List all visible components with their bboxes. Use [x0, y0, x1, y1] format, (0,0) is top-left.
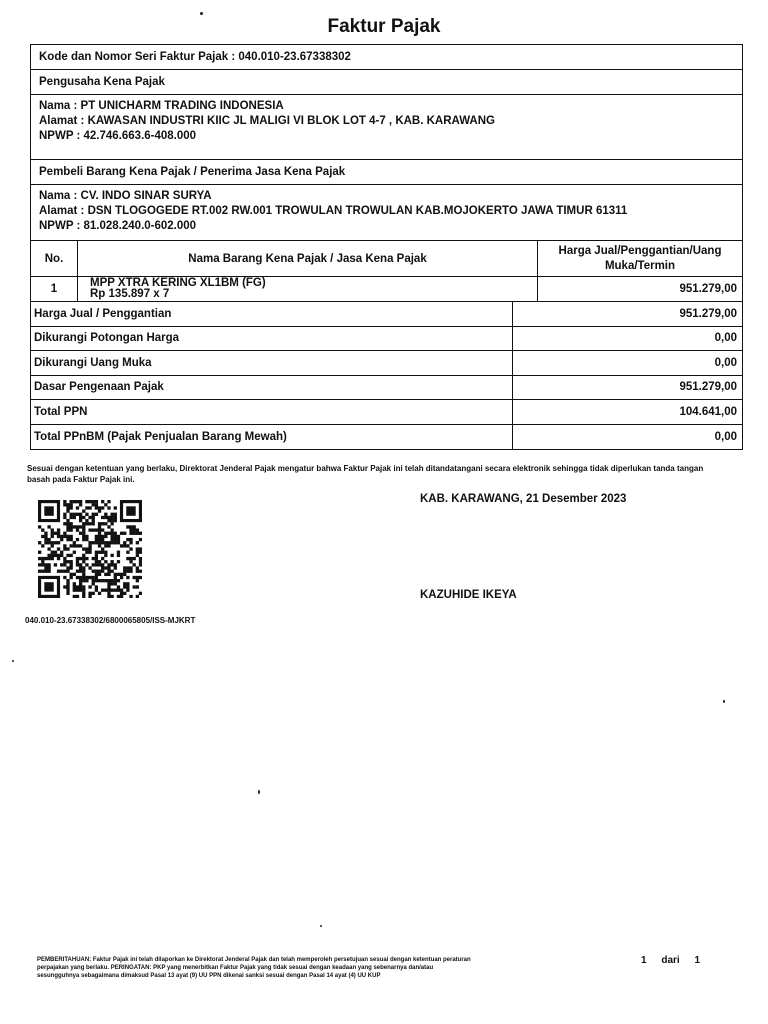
item-no: 1 — [31, 277, 78, 301]
buyer-name: Nama : CV. INDO SINAR SURYA — [39, 190, 212, 202]
seller-name: Nama : PT UNICHARM TRADING INDONESIA — [39, 100, 284, 112]
page-indicator — [641, 955, 712, 966]
summary-label: Total PPN — [34, 405, 88, 418]
item-detail: Rp 135.897 x 7 — [90, 288, 170, 300]
summary-value: 951.279,00 — [512, 302, 742, 326]
invoice-box — [30, 44, 743, 450]
summary-label: Dikurangi Potongan Harga — [34, 332, 180, 345]
seller-details — [31, 95, 742, 160]
summary-value: 0,00 — [512, 351, 742, 375]
qr-code-icon — [38, 500, 142, 598]
page-word: dari — [661, 955, 680, 966]
page-total: 1 — [694, 955, 701, 966]
summary-label: Dikurangi Uang Muka — [34, 356, 152, 369]
table-row — [31, 277, 742, 302]
footer-notice: PEMBERITAHUAN: Faktur Pajak ini telah dilaporkan ke Direktorat Jenderal Pajak dan telah memperoleh persetujuan sesuai dengan ketentuan peraturan perpajakan yang berlaku. PERINGATAN: PKP yang menerbitkan Faktur Pajak yang tidak sesuai dengan keadaan yang sebenarnya dan/atau sesungguhnya sebagaimana dimaksud Pasal 13 ayat (9) UU PPN dikenai sanksi sesuai dengan Pasal 14 ayat (4) UU KUP — [37, 957, 471, 979]
signer-name: KAZUHIDE IKEYA — [420, 589, 517, 601]
summary-value: 951.279,00 — [512, 376, 742, 400]
invoice-number-row: Kode dan Nomor Seri Faktur Pajak : 040.010-23.67338302 — [31, 45, 742, 70]
table-header — [31, 241, 742, 277]
scan-speck — [200, 12, 203, 15]
buyer-section-label: Pembeli Barang Kena Pajak / Penerima Jasa Kena Pajak — [31, 160, 742, 185]
col-name-header: Nama Barang Kena Pajak / Jasa Kena Pajak — [78, 241, 538, 276]
scan-speck — [723, 700, 725, 703]
summary-row — [31, 351, 742, 376]
summary-row — [31, 327, 742, 352]
summary-row — [31, 302, 742, 327]
buyer-details — [31, 185, 742, 241]
electronic-signature-note: Sesuai dengan ketentuan yang berlaku, Direktorat Jenderal Pajak mengatur bahwa Faktur Pajak ini telah ditandatangani secara elektronik sehingga tidak diperlukan tanda tangan basah pada Faktur Pajak ini. — [27, 464, 704, 484]
item-name: MPP XTRA KERING XL1BM (FG) — [90, 277, 266, 289]
summary-value: 104.641,00 — [512, 400, 742, 424]
col-no-header: No. — [31, 241, 78, 276]
seller-section-label: Pengusaha Kena Pajak — [31, 70, 742, 95]
document-title: Faktur Pajak — [327, 16, 441, 37]
scan-speck — [12, 660, 14, 662]
summary-label: Harga Jual / Penggantian — [34, 307, 172, 320]
summary-row — [31, 400, 742, 425]
scan-speck — [258, 790, 260, 794]
scan-speck — [320, 925, 322, 927]
summary-label: Dasar Pengenaan Pajak — [34, 381, 164, 394]
document-reference: 040.010-23.67338302/6800065805/ISS-MJKRT — [25, 616, 196, 625]
seller-address: Alamat : KAWASAN INDUSTRI KIIC JL MALIGI VI BLOK LOT 4-7 , KAB. KARAWANG — [39, 115, 495, 127]
summary-row — [31, 376, 742, 401]
summary-label: Total PPnBM (Pajak Penjualan Barang Mewah) — [34, 430, 287, 443]
page-current: 1 — [641, 955, 647, 966]
seller-npwp: NPWP : 42.746.663.6-408.000 — [39, 130, 197, 142]
item-price: 951.279,00 — [679, 283, 737, 295]
summary-value: 0,00 — [512, 327, 742, 351]
buyer-address: Alamat : DSN TLOGOGEDE RT.002 RW.001 TROWULAN TROWULAN KAB.MOJOKERTO JAWA TIMUR 61311 — [39, 205, 628, 217]
col-price-header: Harga Jual/Penggantian/Uang Muka/Termin — [558, 244, 722, 272]
item-name-cell — [78, 277, 538, 301]
summary-value: 0,00 — [512, 425, 742, 450]
place-date: KAB. KARAWANG, 21 Desember 2023 — [420, 493, 627, 505]
summary-row — [31, 425, 742, 450]
buyer-npwp: NPWP : 81.028.240.0-602.000 — [39, 220, 197, 232]
